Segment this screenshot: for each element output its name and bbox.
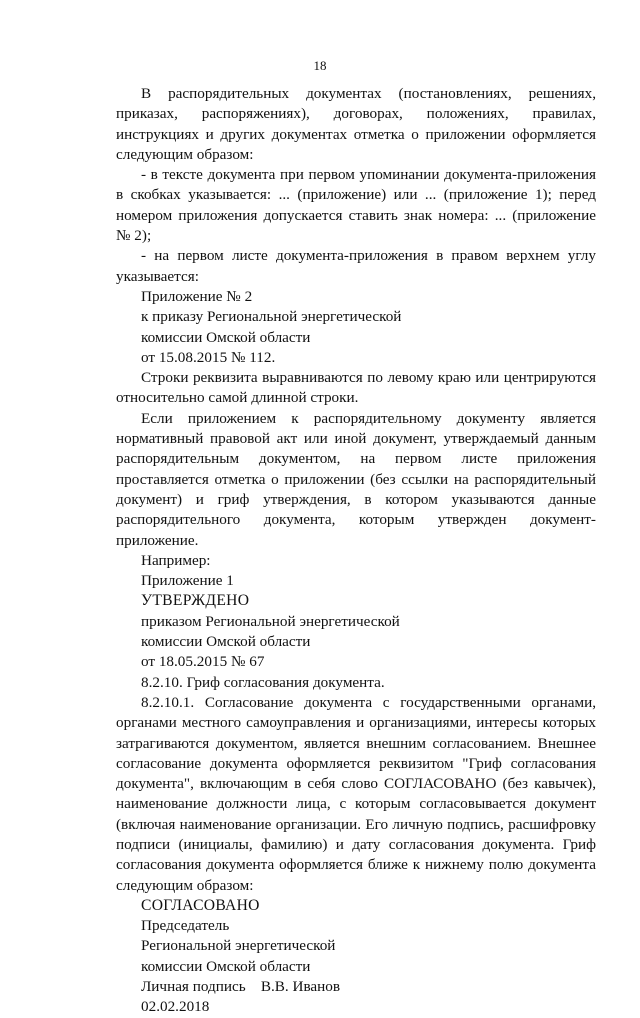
example-intro: Например: (141, 551, 211, 569)
requisite-line: от 18.05.2015 № 67 (141, 653, 265, 671)
document-body (116, 84, 596, 1018)
requisite-agreement-example (116, 896, 596, 1018)
signature-line: Личная подпись В.В. Иванов (141, 978, 341, 996)
requisite-line: Региональной энергетической (141, 937, 336, 955)
approval-stamp-word: УТВЕРЖДЕНО (141, 592, 250, 610)
agreement-date: 02.02.2018 (141, 998, 210, 1016)
requisite-line: комиссии Омской области (141, 328, 311, 346)
agreement-stamp-word: СОГЛАСОВАНО (141, 896, 260, 914)
paragraph-external-agreement: 8.2.10.1. Согласование документа с государственными органами, органами местного самоуправления и организациями, интересы которых затрагиваются документом, является внешним согласованием. Внешнее согласование документа оформляется реквизитом "Гриф согласования документа", включающим в себя слово СОГЛАСОВАНО (без кавычек), наименование должности лица, с которым согласовывается документ (включая наименование организации. Его личную подпись, расшифровку подписи (инициалы, фамилию) и дату согласования документа. Гриф согласования документа оформляется ближе к нижнему полю документа следующим образом: (116, 693, 596, 894)
requisite-line: Приложение № 2 (141, 287, 253, 305)
requisite-attachment-example (116, 287, 596, 368)
requisite-line: Председатель (141, 917, 230, 935)
paragraph-attachment-mark: В распорядительных документах (постановлениях, решениях, приказах, распоряжениях), договорах, положениях, правилах, инструкциях и других документах отметка о приложении оформляется следующим образом: (116, 85, 596, 163)
paragraph-first-sheet: - на первом листе документа-приложения в правом верхнем углу указывается: (116, 247, 596, 285)
requisite-line: к приказу Региональной энергетической (141, 308, 402, 326)
requisite-line: приказом Региональной энергетической (141, 612, 400, 630)
requisite-line: от 15.08.2015 № 112. (141, 348, 276, 366)
section-heading: 8.2.10. Гриф согласования документа. (141, 673, 385, 691)
paragraph-alignment: Строки реквизита выравниваются по левому краю или центрируются относительно самой длинной строки. (116, 369, 596, 407)
paragraph-in-text-reference: - в тексте документа при первом упоминании документа-приложения в скобках указывается: ... (приложение) или ... (приложение 1); перед номером приложения допускается ставить знак номера: ... (приложение № 2); (116, 166, 596, 245)
requisite-line: комиссии Омской области (141, 633, 311, 651)
requisite-line: комиссии Омской области (141, 957, 311, 975)
requisite-approval-example (116, 551, 596, 673)
page-number: 18 (313, 58, 327, 73)
paragraph-normative-act: Если приложением к распорядительному документу является нормативный правовой акт или иной документ, утверждаемый данным распорядительным документом, на первом листе приложения проставляется отметка о приложении (без ссылки на распорядительный документ) и гриф утверждения, в котором указываются данные распорядительного документа, которым утвержден документ-приложение. (116, 409, 596, 549)
requisite-line: Приложение 1 (141, 572, 234, 590)
